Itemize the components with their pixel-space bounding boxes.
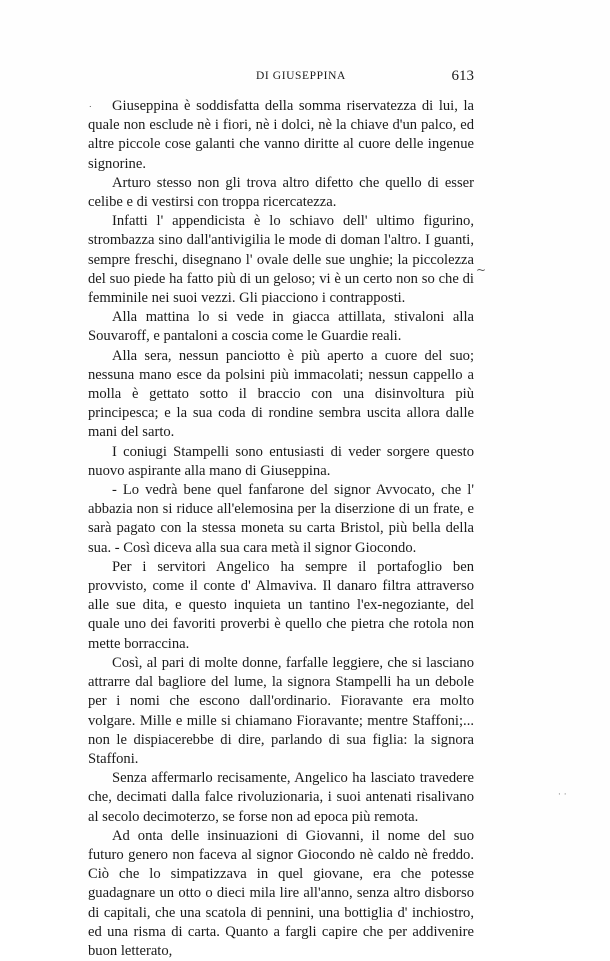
page-header xyxy=(88,70,474,90)
paragraph: - Lo vedrà bene quel fanfarone del signor Avvocato, che l' abbazia non si riduce all'elemosina per la diserzione di un frate, e sarà pagato con la stessa moneta su carta Bristol, più bella della sua. - Così diceva alla sua cara metà il signor Giocondo. xyxy=(88,482,474,556)
paragraph: Giuseppina è soddisfatta della somma riservatezza di lui, la quale non esclude nè i fiori, nè i dolci, nè la chiave d'un palco, ed altre piccole cose galanti che vanno diritte al cuore delle ingenue signorine. xyxy=(88,98,474,172)
paragraph: I coniugi Stampelli sono entusiasti di veder sorgere questo nuovo aspirante alla mano di Giuseppina. xyxy=(88,443,474,479)
paragraph: Così, al pari di molte donne, farfalle leggiere, che si lasciano attrarre dal bagliore del lume, la signora Stampelli ha un debole per i nomi che escono dall'ordinario. Fioravante era molto volgare. Mille e mille si chiamano Fioravante; mentre Staffoni;... non le dispiacerebbe di dire, parlando di sua figlia: la signora Staffoni. xyxy=(88,654,474,767)
paragraph: Per i servitori Angelico ha sempre il portafoglio ben provvisto, come il conte d' Almaviva. Il danaro filtra attraverso alle sue dita, e questo inquieta un tantino l'ex-negoziante, del quale uno dei favoriti proverbi è quello che pietra che rotola non mette borraccina. xyxy=(88,558,474,652)
page-number: 613 xyxy=(451,68,474,84)
margin-speck: · · xyxy=(558,790,567,800)
paragraph: Alla mattina lo si vede in giacca attillata, stivaloni alla Souvaroff, e pantaloni a coscia come le Guardie reali. xyxy=(88,309,474,345)
paragraph: Senza affermarlo recisamente, Angelico ha lasciato travedere che, decimati dalla falce rivoluzionaria, i suoi antenati risalivano al secolo decimoterzo, se forse non ad epoca più remota. xyxy=(88,770,474,825)
paragraph: Alla sera, nessun panciotto è più aperto a cuore del suo; nessuna mano esce da polsini più immacolati; nessun cappello a molla è gettato sotto il braccio con una disinvoltura più principesca; e la sua coda di rondine sembra uscita allora dalle mani del sarto. xyxy=(88,347,474,441)
paragraph: Ad onta delle insinuazioni di Giovanni, il nome del suo futuro genero non faceva al signor Giocondo nè caldo nè freddo. Ciò che lo simpatizzava in quel giovane, era che potesse guadagnare un otto o dieci mila lire all'anno, senza altro disborso di capitali, che una scatola di pennini, una bottiglia d' inchiostro, ed una risma di carta. Quanto a fargli capire che per addivenire buon letterato, xyxy=(88,827,474,959)
running-title: DI GIUSEPPINA xyxy=(256,70,346,82)
margin-mark: ~ xyxy=(476,263,487,277)
paragraph: Infatti l' appendicista è lo schiavo dell' ultimo figurino, strombazza sino dall'antivigilia le mode di doman l'altro. I guanti, sempre freschi, disegnano l' ovale delle sue unghie; la piccolezza del suo piede ha fatto più di un geloso; vi è un certo non so che di femminile nei suoi vezzi. Gli piacciono i contrapposti. xyxy=(88,213,474,307)
body-text xyxy=(88,97,474,961)
ink-speck: . xyxy=(89,100,92,109)
paragraph: Arturo stesso non gli trova altro difetto che quello di esser celibe e di vestirsi con troppa ricercatezza. xyxy=(88,174,474,211)
